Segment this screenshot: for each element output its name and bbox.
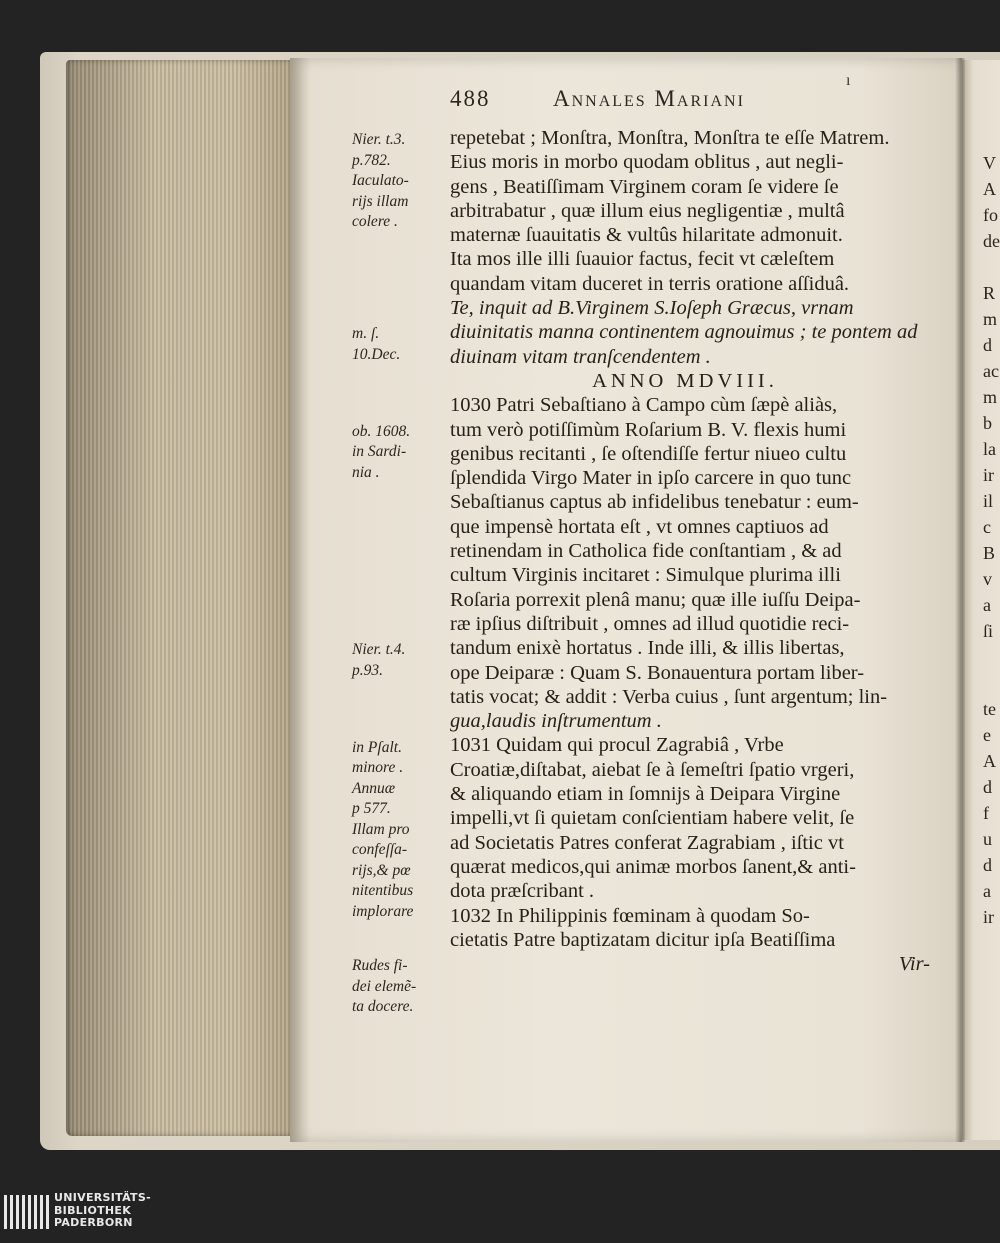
facing-page-fragment: R [983,283,996,303]
text-line: Croatiæ,diſtabat, aiebat ſe à ſemeſtri ſpatio vrgeri, [450,758,855,781]
marginal-note-line: p 577. [352,800,391,817]
facing-page-fragment: m [983,387,998,407]
text-line: ope Deiparæ : Quam S. Bonauentura portam liber- [450,661,865,684]
facing-page-fragment [983,670,1000,696]
marginal-note-line: Iaculato- [352,172,409,189]
facing-page-fragment: ac [983,361,999,381]
text-line: cietatis Patre baptizatam dicitur ipſa Beatiſſima [450,928,836,951]
facing-page-fragment: ſi [983,621,994,641]
text-line: tandum enixè hortatus . Inde illi, & illis libertas, [450,637,845,660]
facing-page-fragment [983,644,1000,670]
text-line: tum verò potiſſimùm Roſarium B. V. flexis humi [450,418,847,441]
text-line: gens , Beatiſſimam Virginem coram ſe videre ſe [450,175,839,198]
text-line: retinendam in Catholica fide conſtantiam , & ad [450,540,842,563]
facing-page-fragment: te [983,699,996,719]
facing-page-fragment: la [983,439,996,459]
logo-line: PADERBORN [54,1216,133,1230]
marginal-note-line: colere . [352,213,398,230]
marginal-note-line: in Sardi- [352,443,407,461]
text-line: 1032 In Philippinis fœminam à quodam So- [450,904,810,927]
facing-page-fragment: fo [983,205,998,225]
marginal-note [352,324,400,365]
facing-page-fragment: e [983,725,991,745]
facing-page-fragment: V [983,153,996,173]
logo-line: UNIVERSITÄTS- [54,1191,151,1204]
text-line: ſplendida Virgo Mater in ipſo carcere in quo tunc [450,467,852,490]
marginal-note-line: Nier. t.3. [352,131,406,148]
marginal-note-line: Illam pro [352,820,410,838]
logo-line: BIBLIOTHEK [54,1203,132,1217]
text-line: diuinam vitam tranſcendentem . [450,345,711,368]
facing-page-fragment: d [983,855,992,875]
text-line: ad Societatis Patres conferat Zagrabiam , iſtic vt [450,831,844,854]
facing-page-fragment: d [983,777,992,797]
facing-page-fragment: a [983,595,991,615]
marginal-note-line: rijs illam [352,192,409,210]
running-title: Annales Mariani [552,86,745,111]
marginal-note-line: ta docere. [352,998,414,1016]
text-line: dota præſcribant . [450,880,595,903]
text-line: Roſaria porrexit plenâ manu; quæ ille iuſſu Deipa- [450,588,861,611]
marginal-note [352,422,410,484]
text-line: cultum Virginis incitaret : Simulque plurima illi [450,564,841,587]
text-line: arbitrabatur , quæ illum eius negligentiæ , multâ [450,199,845,222]
text-line: ANNO MDVIII. [592,369,778,392]
marginal-note [352,956,416,1018]
facing-page-fragment [983,254,1000,280]
facing-page-fragment: A [983,179,996,199]
text-line: gua,laudis inſtrumentum . [450,710,662,733]
text-line: impelli,vt ſi quietam conſcientiam habere velit, ſe [450,807,855,830]
text-line: & aliquando etiam in ſomnijs à Deipara Virgine [450,783,841,806]
marginal-note-line: dei elemẽ- [352,977,417,995]
marginal-note [352,130,409,233]
text-line: 1030 Patri Sebaſtiano à Campo cùm ſæpè aliàs, [450,394,838,417]
marginal-note-line: confeſſa- [352,841,408,858]
text-line: quandam vitam duceret in terris oratione aſſiduâ. [450,272,850,295]
text-line: genibus recitanti , ſe oſtendiſſe fertur niueo cultu [450,442,847,465]
marginal-note-line: rijs,& pœ [352,861,411,879]
facing-page-text [983,150,1000,930]
facing-page-fragment: A [983,751,996,771]
text-line: Eius moris in morbo quodam oblitus , aut negli- [450,151,844,174]
marginal-note-line: p.782. [352,151,391,169]
page-mark: ı [846,72,851,89]
marginal-note-line: in Pſalt. [352,738,402,756]
text-line: Vir- [898,953,930,976]
facing-page-fragment: f [983,803,989,823]
facing-page-fragment: m [983,309,998,329]
library-logo-icon [2,1195,52,1229]
marginal-note-line: Rudes fi- [352,957,408,975]
facing-page-fragment: u [983,829,992,849]
main-text [450,126,950,976]
facing-page-fragment: de [983,231,1000,251]
text-line: Sebaſtianus captus ab infidelibus tenebatur : eum- [450,491,859,514]
facing-page-fragment: d [983,335,992,355]
library-logo [0,1192,200,1232]
marginal-note [352,640,405,681]
page-number: 488 [450,86,491,111]
marginal-note [352,738,413,923]
text-line: tatis vocat; & addit : Verba cuius , ſunt argentum; lin- [450,685,888,708]
facing-page-fragment: c [983,517,991,537]
marginal-note-line: Nier. t.4. [352,641,406,659]
text-line: ræ ipſius diſtribuit , omnes ad illud quotidie reci- [450,612,850,635]
text-line: repetebat ; Monſtra, Monſtra, Monſtra te eſſe Matrem. [450,127,890,149]
marginal-note-line: m. ſ. [352,325,380,343]
facing-page-fragment: b [983,413,992,433]
marginal-note-line: minore . [352,759,404,776]
facing-page-fragment: a [983,881,991,901]
text-line: 1031 Quidam qui procul Zagrabiâ , Vrbe [450,734,784,757]
facing-page-fragment: ir [983,465,994,485]
page-edges [66,60,292,1136]
marginal-note-line: ob. 1608. [352,422,411,440]
facing-page-fragment: il [983,491,994,511]
text-line: Te, inquit ad B.Virginem S.Ioſeph Græcus, vrnam [450,297,854,320]
marginal-note-line: implorare [352,902,414,920]
text-line: maternæ ſuauitatis & vultûs hilaritate admonuit. [450,224,843,247]
marginal-note-line: nia . [352,463,380,481]
marginal-note-line: 10.Dec. [352,345,401,363]
running-header [450,86,950,112]
text-line: diuinitatis manna continentem agnouimus ; te pontem ad [450,321,918,344]
text-line: quærat medicos,qui animæ morbos ſanent,& anti- [450,855,856,878]
gutter [955,58,965,1142]
facing-page-fragment: ir [983,907,994,927]
facing-page-fragment: v [983,569,992,589]
facing-page-fragment: B [983,543,996,563]
text-line: Ita mos ille illi ſuauior factus, fecit vt cæleſtem [450,248,835,271]
library-logo-text [54,1192,151,1230]
marginal-note-line: nitentibus [352,882,414,899]
marginal-note-line: p.93. [352,661,383,679]
marginal-note-line: Annuæ [352,779,396,797]
text-line: que impensè hortata eſt , vt omnes captiuos ad [450,515,829,538]
